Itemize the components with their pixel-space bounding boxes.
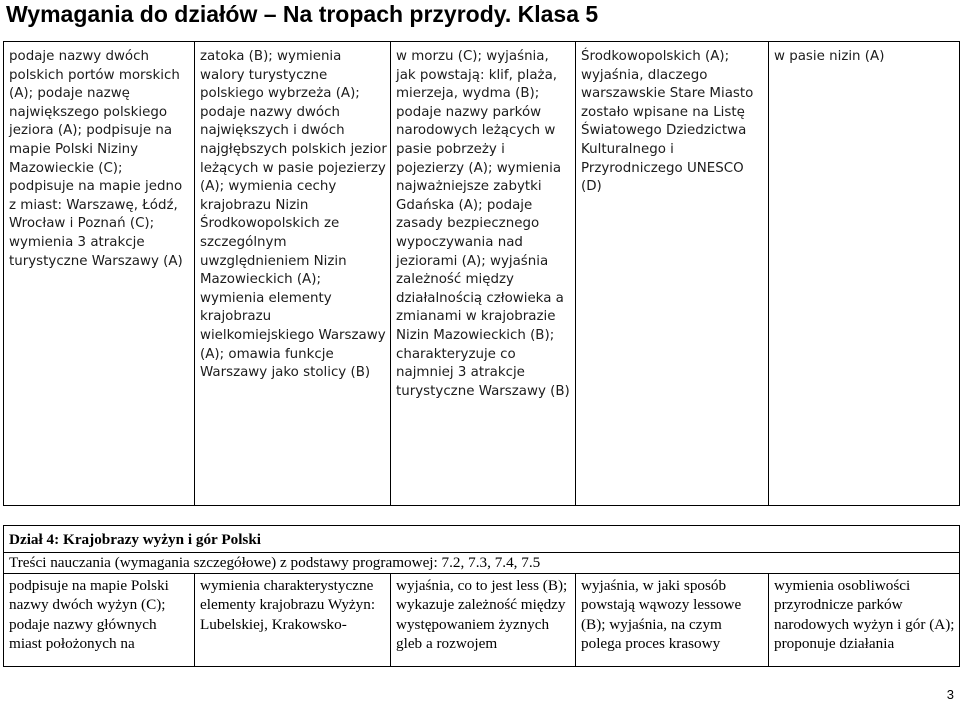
- table-row: [4, 42, 960, 506]
- requirement-cell-grade-2: podpisuje na mapie Polski nazwy dwóch wyżyn (C); podaje nazwy głównych miast położonych na: [4, 573, 195, 666]
- section-title: Krajobrazy wyżyn i gór Polski: [63, 531, 261, 548]
- requirement-cell-grade-5: wyjaśnia, w jaki sposób powstają wąwozy lessowe (B); wyjaśnia, na czym polega proces krasowy: [576, 573, 769, 666]
- curriculum-subheading: Treści nauczania (wymagania szczegółowe) z podstawy programowej: 7.2, 7.3, 7.4, 7.5: [4, 553, 960, 574]
- section-prefix: Dział 4:: [9, 531, 60, 548]
- requirement-cell-grade-4: wyjaśnia, co to jest less (B); wykazuje zależność między występowaniem żyznych gleb a rozwojem: [391, 573, 576, 666]
- requirement-cell-grade-6: w pasie nizin (A): [769, 42, 960, 506]
- requirement-cell-grade-5: Środkowopolskich (A); wyjaśnia, dlaczego warszawskie Stare Miasto zostało wpisane na Listę Światowego Dziedzictwa Kulturalnego i Przyrodniczego UNESCO (D): [576, 42, 769, 506]
- curriculum-row: [4, 553, 960, 574]
- section-heading-row: [4, 526, 960, 553]
- section-4-table: [3, 525, 960, 667]
- requirement-cell-grade-3: zatoka (B); wymienia walory turystyczne polskiego wybrzeża (A); podaje nazwy dwóch największych i dwóch najgłębszych polskich jezior leżących w pasie pojezierzy (A); wymienia cechy krajobrazu Nizin Środkowopolskich ze szczególnym uwzględnieniem Nizin Mazowieckich (A); wymienia elementy krajobrazu wielkomiejskiego Warszawy (A); omawia funkcje Warszawy jako stolicy (B): [195, 42, 391, 506]
- section-heading: [4, 526, 960, 553]
- requirement-cell-grade-2: podaje nazwy dwóch polskich portów morskich (A); podaje nazwę największego polskiego jeziora (A); podpisuje na mapie Polski Niziny Mazowieckie (C); podpisuje na mapie jedno z miast: Warszawę, Łódź, Wrocław i Poznań (C); wymienia 3 atrakcje turystyczne Warszawy (A): [4, 42, 195, 506]
- page-title: Wymagania do działów – Na tropach przyrody. Klasa 5: [6, 1, 599, 27]
- table-row: [4, 573, 960, 666]
- requirements-table-continued: [3, 41, 960, 506]
- requirement-cell-grade-3: wymienia charakterystyczne elementy krajobrazu Wyżyn: Lubelskiej, Krakowsko-: [195, 573, 391, 666]
- requirement-cell-grade-4: w morzu (C); wyjaśnia, jak powstają: klif, plaża, mierzeja, wydma (B); podaje nazwy parków narodowych leżących w pasie pobrzeży i pojezierzy (A); wymienia najważniejsze zabytki Gdańska (A); podaje zasady bezpiecznego wypoczywania nad jeziorami (A); wyjaśnia zależność między działalnością człowieka a zmianami w krajobrazie Nizin Mazowieckich (B); charakteryzuje co najmniej 3 atrakcje turystyczne Warszawy (B): [391, 42, 576, 506]
- requirement-cell-grade-6: wymienia osobliwości przyrodnicze parków narodowych wyżyn i gór (A); proponuje działania: [769, 573, 960, 666]
- page-number: 3: [946, 687, 954, 702]
